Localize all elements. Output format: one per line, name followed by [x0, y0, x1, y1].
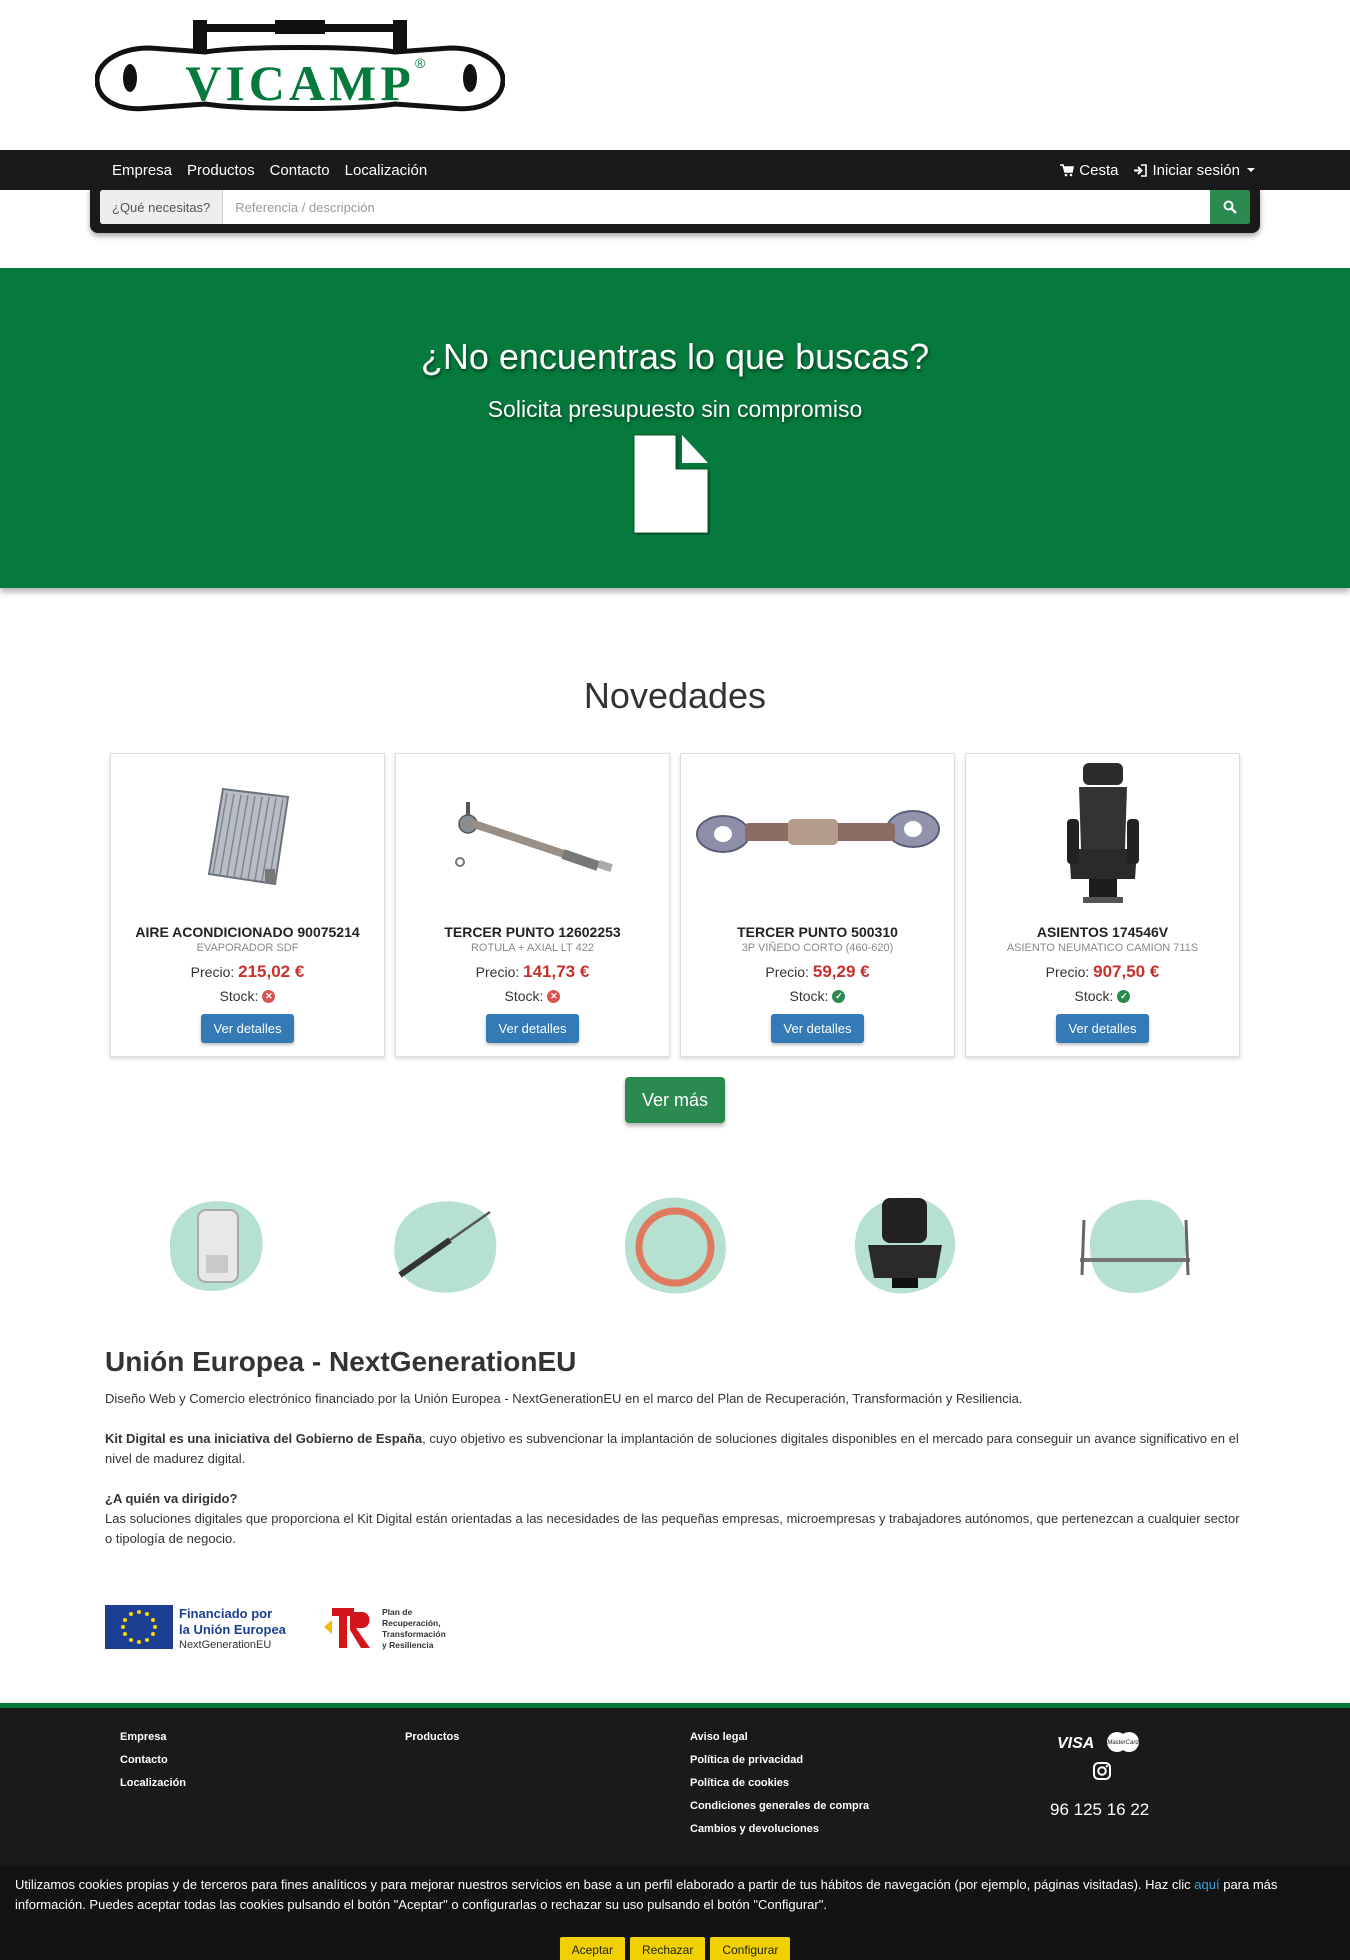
cookie-accept-button[interactable]: Aceptar	[560, 1937, 625, 1960]
search-input[interactable]	[223, 190, 1210, 224]
category-image-cab-part[interactable]	[150, 1190, 280, 1300]
product-card[interactable]	[395, 753, 670, 1057]
eu-title: Unión Europea - NextGenerationEU	[105, 1346, 577, 1377]
nav-item-localizacion[interactable]: Localización	[344, 161, 428, 179]
nav-item-contacto[interactable]: Contacto	[269, 161, 330, 179]
nav-item-productos[interactable]: Productos	[187, 161, 255, 179]
cookie-configure-button[interactable]: Configurar	[710, 1937, 790, 1960]
kit-digital-bold: Kit Digital es una iniciativa del Gobierno de España	[105, 1431, 423, 1446]
product-price: 141,73 €	[523, 962, 590, 981]
category-image-hitch-bar[interactable]	[1070, 1190, 1200, 1300]
stock-label: Stock:	[789, 988, 829, 1004]
category-image-seal-ring[interactable]	[610, 1190, 740, 1300]
recovery-logo-line-1: Plan de	[382, 1607, 413, 1617]
out-of-stock-icon: ✕	[547, 990, 560, 1003]
target-answer: Las soluciones digitales que proporciona el Kit Digital están orientadas a las necesidades de las pequeñas empresas, microempresas y trabajadores autónomos, que pertenezcan a cualquier sector o tipología de negocio.	[105, 1511, 1240, 1546]
eu-funding-section	[105, 1345, 1245, 1569]
eu-paragraph-2	[105, 1429, 1245, 1469]
product-image-seat[interactable]	[1063, 759, 1143, 909]
view-details-button[interactable]: Ver detalles	[486, 1014, 580, 1043]
login-icon	[1133, 164, 1147, 177]
footer-link-contacto[interactable]: Contacto	[120, 1754, 168, 1766]
view-more-button[interactable]: Ver más	[625, 1077, 725, 1123]
nav-menu	[112, 150, 427, 190]
search-icon	[1223, 200, 1237, 214]
eu-logo-line-1: Financiado por	[179, 1606, 273, 1621]
eu-flag-logo	[105, 1602, 300, 1652]
login-dropdown[interactable]	[1133, 162, 1255, 179]
cookie-info-link[interactable]: aquí	[1194, 1877, 1220, 1892]
product-image-tie-rod[interactable]	[448, 784, 618, 884]
cart-icon	[1060, 164, 1074, 177]
product-subtitle: 3P VIÑEDO CORTO (460-620)	[741, 942, 894, 954]
eu-paragraph-1: Diseño Web y Comercio electrónico financiado por la Unión Europea - NextGenerationEU en el marco del Plan de Recuperación, Transformación y Resiliencia.	[105, 1391, 1023, 1406]
price-label: Precio:	[190, 964, 235, 980]
category-strip	[150, 1190, 1200, 1300]
stock-label: Stock:	[219, 988, 259, 1004]
eu-paragraph-3	[105, 1489, 1245, 1549]
view-details-button[interactable]: Ver detalles	[1056, 1014, 1150, 1043]
hero-title: ¿No encuentras lo que buscas?	[420, 336, 930, 377]
search-bar	[90, 188, 1260, 233]
product-card[interactable]	[110, 753, 385, 1057]
search-button[interactable]	[1210, 190, 1250, 224]
nav-user-menu	[1060, 150, 1255, 190]
vicamp-logo[interactable]	[95, 20, 505, 130]
payment-icons	[1055, 1728, 1150, 1756]
eu-logo-line-2: la Unión Europea	[179, 1622, 286, 1637]
mastercard-icon: MasterCard	[1107, 1740, 1139, 1746]
product-name[interactable]: AIRE ACONDICIONADO 90075214	[135, 924, 360, 940]
product-price: 59,29 €	[812, 962, 870, 981]
footer-link-privacidad[interactable]: Política de privacidad	[690, 1754, 804, 1766]
cookie-reject-button[interactable]: Rechazar	[630, 1937, 705, 1960]
section-title-novedades: Novedades	[583, 675, 767, 716]
footer-link-empresa[interactable]: Empresa	[120, 1731, 167, 1743]
footer-column-legal	[690, 1731, 869, 1846]
product-name[interactable]: TERCER PUNTO 12602253	[444, 924, 621, 940]
in-stock-icon: ✓	[832, 990, 845, 1003]
product-name[interactable]: ASIENTOS 174546V	[1036, 924, 1169, 940]
out-of-stock-icon: ✕	[262, 990, 275, 1003]
hero-subtitle: Solicita presupuesto sin compromiso	[487, 396, 863, 422]
view-details-button[interactable]: Ver detalles	[771, 1014, 865, 1043]
product-price: 907,50 €	[1093, 962, 1160, 981]
category-image-seat[interactable]	[840, 1190, 970, 1300]
search-addon-label: ¿Qué necesitas?	[100, 190, 223, 224]
price-label: Precio:	[1045, 964, 1090, 980]
header	[0, 0, 1350, 150]
instagram-icon[interactable]	[1092, 1761, 1112, 1781]
view-details-button[interactable]: Ver detalles	[201, 1014, 295, 1043]
caret-down-icon	[1247, 168, 1255, 172]
product-subtitle: EVAPORADOR SDF	[196, 942, 299, 954]
product-card[interactable]	[965, 753, 1240, 1057]
cookie-text: Utilizamos cookies propias y de terceros para fines analíticos y para mejorar nuestros servicios en base a un perfil elaborado a partir de tus hábitos de navegación (por ejemplo, páginas visitadas). Haz clic	[15, 1877, 1191, 1892]
footer-column-products	[405, 1731, 459, 1754]
recovery-plan-logo	[320, 1602, 465, 1652]
recovery-logo-line-2: Recuperación,	[382, 1618, 441, 1628]
search-group	[100, 190, 1250, 224]
in-stock-icon: ✓	[1117, 990, 1130, 1003]
quote-request-banner[interactable]	[0, 268, 1350, 588]
stock-label: Stock:	[504, 988, 544, 1004]
product-image-top-link[interactable]	[693, 799, 943, 869]
cart-link[interactable]	[1060, 162, 1118, 179]
visa-icon: VISA	[1057, 1735, 1095, 1752]
price-label: Precio:	[475, 964, 520, 980]
product-grid	[110, 753, 1240, 1057]
nav-item-empresa[interactable]: Empresa	[112, 161, 173, 179]
target-question: ¿A quién va dirigido?	[105, 1491, 238, 1506]
footer-column-company	[120, 1731, 186, 1800]
eu-logo-line-3: NextGenerationEU	[179, 1639, 272, 1651]
footer-phone[interactable]: 96 125 16 22	[1050, 1800, 1150, 1819]
product-subtitle: ASIENTO NEUMATICO CAMION 711S	[1006, 942, 1199, 954]
product-name[interactable]: TERCER PUNTO 500310	[737, 924, 898, 940]
category-image-gas-spring[interactable]	[380, 1190, 510, 1300]
login-label: Iniciar sesión	[1152, 161, 1240, 179]
product-price: 215,02 €	[238, 962, 305, 981]
cart-label: Cesta	[1079, 161, 1119, 179]
registered-mark: ®	[415, 55, 426, 71]
price-label: Precio:	[765, 964, 809, 980]
footer-link-condiciones[interactable]: Condiciones generales de compra	[690, 1800, 870, 1812]
main-navbar	[0, 150, 1350, 190]
recovery-logo-line-4: y Resiliencia	[382, 1640, 434, 1650]
recovery-logo-line-3: Transformación	[382, 1629, 446, 1639]
footer-link-devoluciones[interactable]: Cambios y devoluciones	[690, 1823, 819, 1835]
cookie-text-2: para más información. Puedes aceptar todas las cookies pulsando el botón "Aceptar" o configurarlas o rechazar su uso pulsando el botón "Configurar".	[15, 1877, 1278, 1912]
cookie-buttons	[0, 1937, 1350, 1960]
footer-link-cookies[interactable]: Política de cookies	[690, 1777, 790, 1789]
footer-link-localizacion[interactable]: Localización	[120, 1777, 187, 1789]
cookie-message	[15, 1875, 1335, 1915]
document-icon[interactable]	[632, 433, 710, 535]
eu-logos	[105, 1602, 465, 1652]
cookie-consent-bar	[0, 1865, 1350, 1960]
footer-link-productos[interactable]: Productos	[405, 1731, 460, 1743]
stock-label: Stock:	[1074, 988, 1114, 1004]
brand-wordmark: VICAMP	[185, 55, 415, 111]
product-subtitle: ROTULA + AXIAL LT 422	[470, 942, 594, 954]
footer-link-aviso-legal[interactable]: Aviso legal	[690, 1731, 748, 1743]
kit-digital-text: , cuyo objetivo es subvencionar la implantación de soluciones digitales disponibles en el mercado para conseguir un avance significativo en el nivel de madurez digital.	[105, 1431, 1239, 1466]
product-card[interactable]	[680, 753, 955, 1057]
product-image-evaporator[interactable]	[203, 779, 293, 889]
